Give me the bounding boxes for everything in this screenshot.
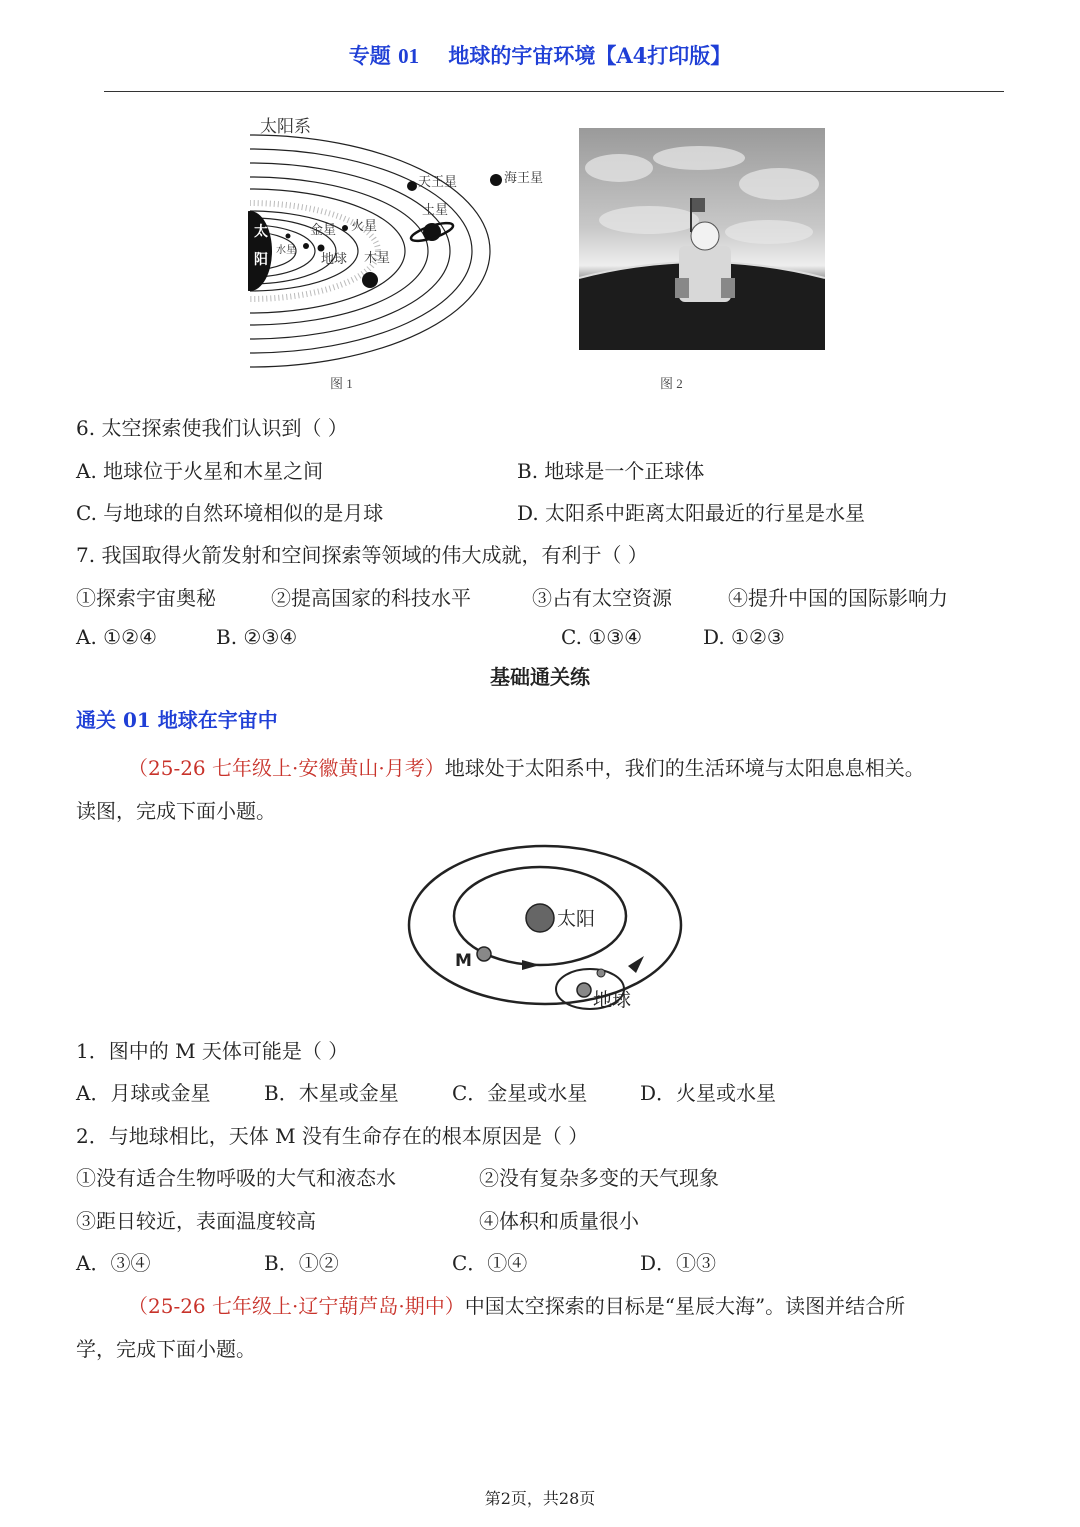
mars-dot <box>342 225 348 231</box>
saturn-label: 土星 <box>422 203 449 218</box>
m-body <box>477 947 491 961</box>
question-1-option-c: C．金星或水星 <box>452 1081 588 1105</box>
question-7-item-4: ④提升中国的国际影响力 <box>728 586 948 610</box>
intro2-text2: 学，完成下面小题。 <box>76 1337 256 1361</box>
orbit-diagram <box>400 842 690 1022</box>
venus-label: 金星 <box>310 223 337 238</box>
section-title: 基础通关练 <box>490 665 590 689</box>
question-7-option-d: D. ①②③ <box>703 625 785 649</box>
question-1-option-a: A．月球或金星 <box>76 1081 211 1105</box>
sun-label-top: 太 <box>254 224 268 240</box>
mercury-dot <box>286 234 291 239</box>
question-7-option-a: A. ①②④ <box>76 625 157 649</box>
page-footer: 第2页，共28页 <box>484 1489 596 1508</box>
intro1-text1: 地球处于太阳系中，我们的生活环境与太阳息息相关。 <box>444 756 925 780</box>
question-2-option-c: C．①④ <box>452 1251 528 1275</box>
header-divider <box>104 91 1004 92</box>
uranus-dot <box>407 181 417 191</box>
sun-disc <box>248 211 272 291</box>
m-label: M <box>455 951 472 971</box>
equipment-left <box>675 278 689 298</box>
sun-circle <box>526 904 554 932</box>
neptune-label: 海王星 <box>504 171 544 186</box>
question-7-item-3: ③占有太空资源 <box>532 586 672 610</box>
question-2-option-d: D．①③ <box>640 1251 717 1275</box>
earth-label: 地球 <box>321 252 348 267</box>
mercury-label: 水星 <box>276 245 296 256</box>
outer-orbit-arrow <box>628 956 644 973</box>
intro2-text1: 中国太空探索的目标是“星辰大海”。读图并结合所 <box>464 1294 906 1318</box>
figure1-caption: 图 1 <box>330 376 353 391</box>
question-1-option-d: D．火星或水星 <box>640 1081 777 1105</box>
question-2-item-3: ③距日较近，表面温度较高 <box>76 1209 316 1233</box>
question-6-option-b: B. 地球是一个正球体 <box>517 459 705 483</box>
header-number: 01 <box>398 44 420 68</box>
neptune-dot <box>490 174 502 186</box>
inner-orbit-arrow <box>522 960 540 970</box>
header-main: 地球的宇宙环境【A4打印版】 <box>448 43 732 68</box>
astronaut-helmet <box>691 222 719 250</box>
jupiter-dot <box>362 272 378 288</box>
intro2-source: （25-26 七年级上·辽宁葫芦岛·期中） <box>128 1294 465 1318</box>
question-6-option-a: A. 地球位于火星和木星之间 <box>76 459 324 483</box>
figure2-caption: 图 2 <box>660 376 683 391</box>
question-1-stem: 1．图中的 M 天体可能是（ ） <box>76 1039 349 1063</box>
pass-title: 通关 01 地球在宇宙中 <box>76 708 278 732</box>
uranus-label: 天王星 <box>418 175 458 190</box>
orbit-saturn <box>248 177 428 325</box>
question-2-option-b: B．①② <box>264 1251 339 1275</box>
figure1-title: 太阳系 <box>260 117 311 137</box>
question-2-item-1: ①没有适合生物呼吸的大气和液态水 <box>76 1166 396 1190</box>
intro1-source: （25-26 七年级上·安徽黄山·月考） <box>128 756 445 780</box>
flag <box>691 198 705 212</box>
question-7-item-2: ②提高国家的科技水平 <box>271 586 471 610</box>
jupiter-label: 木星 <box>364 251 391 266</box>
earth-body <box>577 983 591 997</box>
question-6-stem: 6. 太空探索使我们认识到（ ） <box>76 416 348 440</box>
equipment-right <box>721 278 735 298</box>
question-7-option-b: B. ②③④ <box>216 625 298 649</box>
question-1-option-b: B．木星或金星 <box>264 1081 399 1105</box>
page-header-title <box>0 40 1080 70</box>
question-6-option-c: C. 与地球的自然环境相似的是月球 <box>76 501 384 525</box>
sun-label-bottom: 阳 <box>254 252 268 268</box>
sun-label: 太阳 <box>557 908 596 930</box>
question-2-stem: 2．与地球相比，天体 M 没有生命存在的根本原因是（ ） <box>76 1124 589 1148</box>
earth-label: 地球 <box>593 989 632 1011</box>
question-7-item-1: ①探索宇宙奥秘 <box>76 586 216 610</box>
venus-dot <box>303 243 309 249</box>
question-2-item-4: ④体积和质量很小 <box>479 1209 639 1233</box>
solar-system-figure <box>248 108 558 370</box>
question-2-item-2: ②没有复杂多变的天气现象 <box>479 1166 719 1190</box>
header-prefix: 专题 <box>348 43 391 68</box>
question-7-option-c: C. ①③④ <box>561 625 643 649</box>
earth-dot <box>318 245 325 252</box>
question-2-option-a: A．③④ <box>76 1251 151 1275</box>
intro2-line1 <box>128 1290 905 1319</box>
intro1-line1 <box>128 752 925 781</box>
space-photo-figure <box>579 128 825 350</box>
intro1-text2: 读图，完成下面小题。 <box>76 799 276 823</box>
moon-body <box>597 969 605 977</box>
mars-label: 火星 <box>351 219 378 234</box>
question-6-option-d: D. 太阳系中距离太阳最近的行星是水星 <box>517 501 866 525</box>
question-7-stem: 7. 我国取得火箭发射和空间探索等领域的伟大成就，有利于（ ） <box>76 543 648 567</box>
